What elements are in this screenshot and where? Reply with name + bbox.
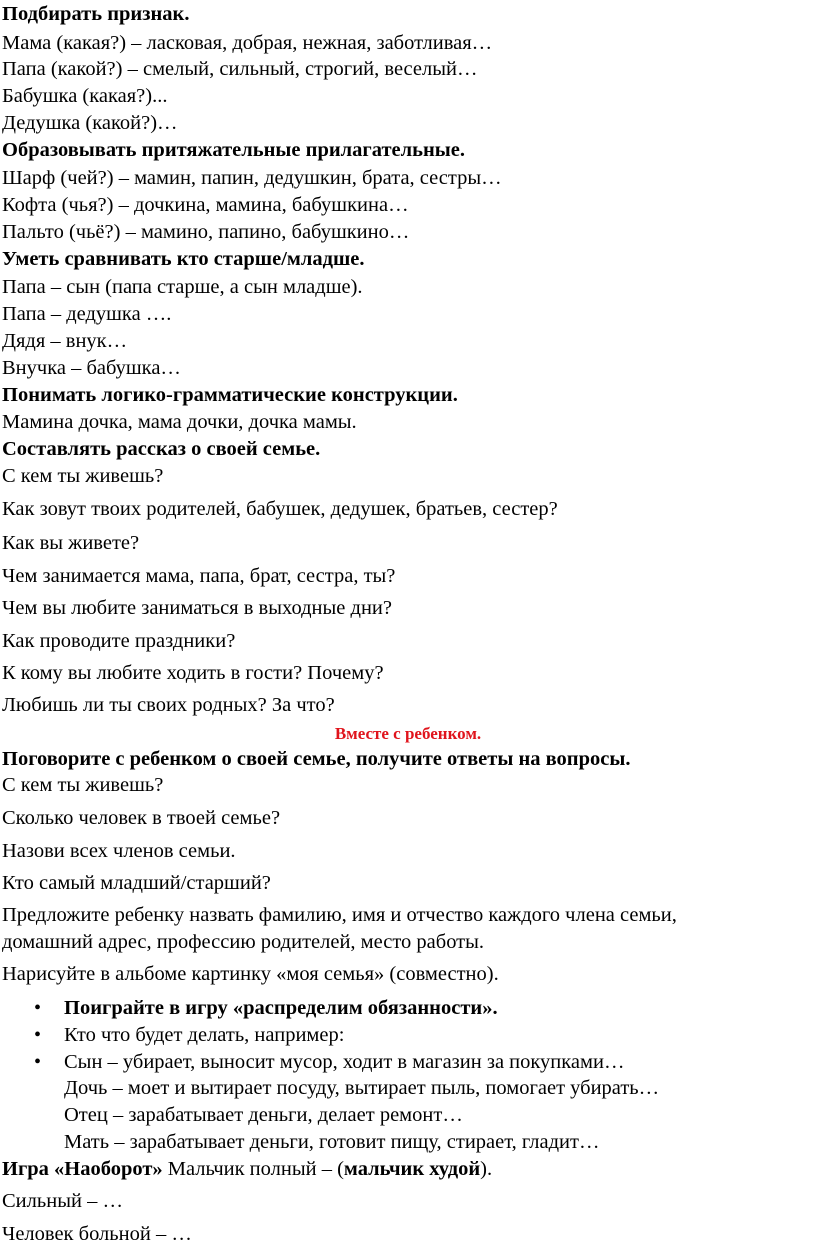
question-line: С кем ты живешь?: [2, 774, 164, 796]
text-line: Папа (какой?) – смелый, сильный, строгий, веселый…: [2, 58, 478, 80]
bullet-marker: •: [34, 1024, 42, 1046]
game-title-end: ).: [480, 1158, 493, 1180]
text-line: Мамина дочка, мама дочки, дочка мамы.: [2, 411, 357, 433]
text-line: Мама (какая?) – ласковая, добрая, нежная, заботливая…: [2, 32, 493, 54]
text-line: Предложите ребенку назвать фамилию, имя и отчество каждого члена семьи,: [2, 904, 677, 926]
bullet-marker: •: [34, 997, 42, 1019]
bullet-continuation: Дочь – моет и вытирает посуду, вытирает пыль, помогает убирать…: [64, 1077, 660, 1099]
heading-possessive: Образовывать притяжательные прилагательные.: [2, 139, 466, 161]
question-line: Как зовут твоих родителей, бабушек, дедушек, братьев, сестер?: [2, 498, 558, 520]
question-line: С кем ты живешь?: [2, 465, 164, 487]
text-line: Кофта (чья?) – дочкина, мамина, бабушкина…: [2, 194, 409, 216]
text-line: Пальто (чьё?) – мамино, папино, бабушкино…: [2, 221, 410, 243]
heading-logic: Понимать логико-грамматические конструкции.: [2, 384, 458, 406]
game-title-bold-end: мальчик худой: [343, 1158, 481, 1180]
heading-compare: Уметь сравнивать кто старше/младше.: [2, 248, 365, 270]
question-line: Назови всех членов семьи.: [2, 840, 236, 862]
question-line: Любишь ли ты своих родных? За что?: [2, 694, 335, 716]
text-line: Шарф (чей?) – мамин, папин, дедушкин, брата, сестры…: [2, 167, 502, 189]
heading-traits: Подбирать признак.: [2, 3, 190, 25]
question-line: Как вы живете?: [2, 532, 140, 554]
text-line: Внучка – бабушка…: [2, 357, 181, 379]
heading-story: Составлять рассказ о своей семье.: [2, 438, 321, 460]
question-line: Сколько человек в твоей семье?: [2, 807, 281, 829]
game-title-rest: Мальчик полный – (: [162, 1158, 344, 1180]
question-line: Чем вы любите заниматься в выходные дни?: [2, 597, 392, 619]
text-line: Дедушка (какой?)…: [2, 112, 178, 134]
question-line: Кто самый младший/старший?: [2, 872, 271, 894]
game-title-bold: Игра «Наоборот»: [2, 1158, 163, 1180]
bullet-item: Кто что будет делать, например:: [64, 1024, 345, 1046]
bullet-item: Поиграйте в игру «распределим обязанности».: [64, 997, 498, 1019]
bullet-marker: •: [34, 1051, 42, 1073]
heading-talk: Поговорите с ребенком о своей семье, получите ответы на вопросы.: [2, 748, 631, 770]
text-line: Папа – дедушка ….: [2, 303, 172, 325]
text-line: Дядя – внук…: [2, 330, 128, 352]
text-line: Бабушка (какая?)...: [2, 85, 168, 107]
game-title: [2, 1156, 492, 1182]
question-line: Чем занимается мама, папа, брат, сестра, ты?: [2, 565, 396, 587]
game-line: Сильный – …: [2, 1190, 123, 1212]
text-line: Папа – сын (папа старше, а сын младше).: [2, 276, 363, 298]
bullet-continuation: Отец – зарабатывает деньги, делает ремонт…: [64, 1104, 463, 1126]
game-line: Человек больной – …: [2, 1223, 192, 1245]
bullet-continuation: Мать – зарабатывает деньги, готовит пищу, стирает, гладит…: [64, 1131, 600, 1153]
together-title: Вместе с ребенком.: [334, 724, 482, 743]
text-line: домашний адрес, профессию родителей, место работы.: [2, 931, 485, 953]
bullet-item: Сын – убирает, выносит мусор, ходит в магазин за покупками…: [64, 1051, 625, 1073]
question-line: К кому вы любите ходить в гости? Почему?: [2, 662, 384, 684]
text-line: Нарисуйте в альбоме картинку «моя семья» (совместно).: [2, 963, 499, 985]
question-line: Как проводите праздники?: [2, 630, 236, 652]
